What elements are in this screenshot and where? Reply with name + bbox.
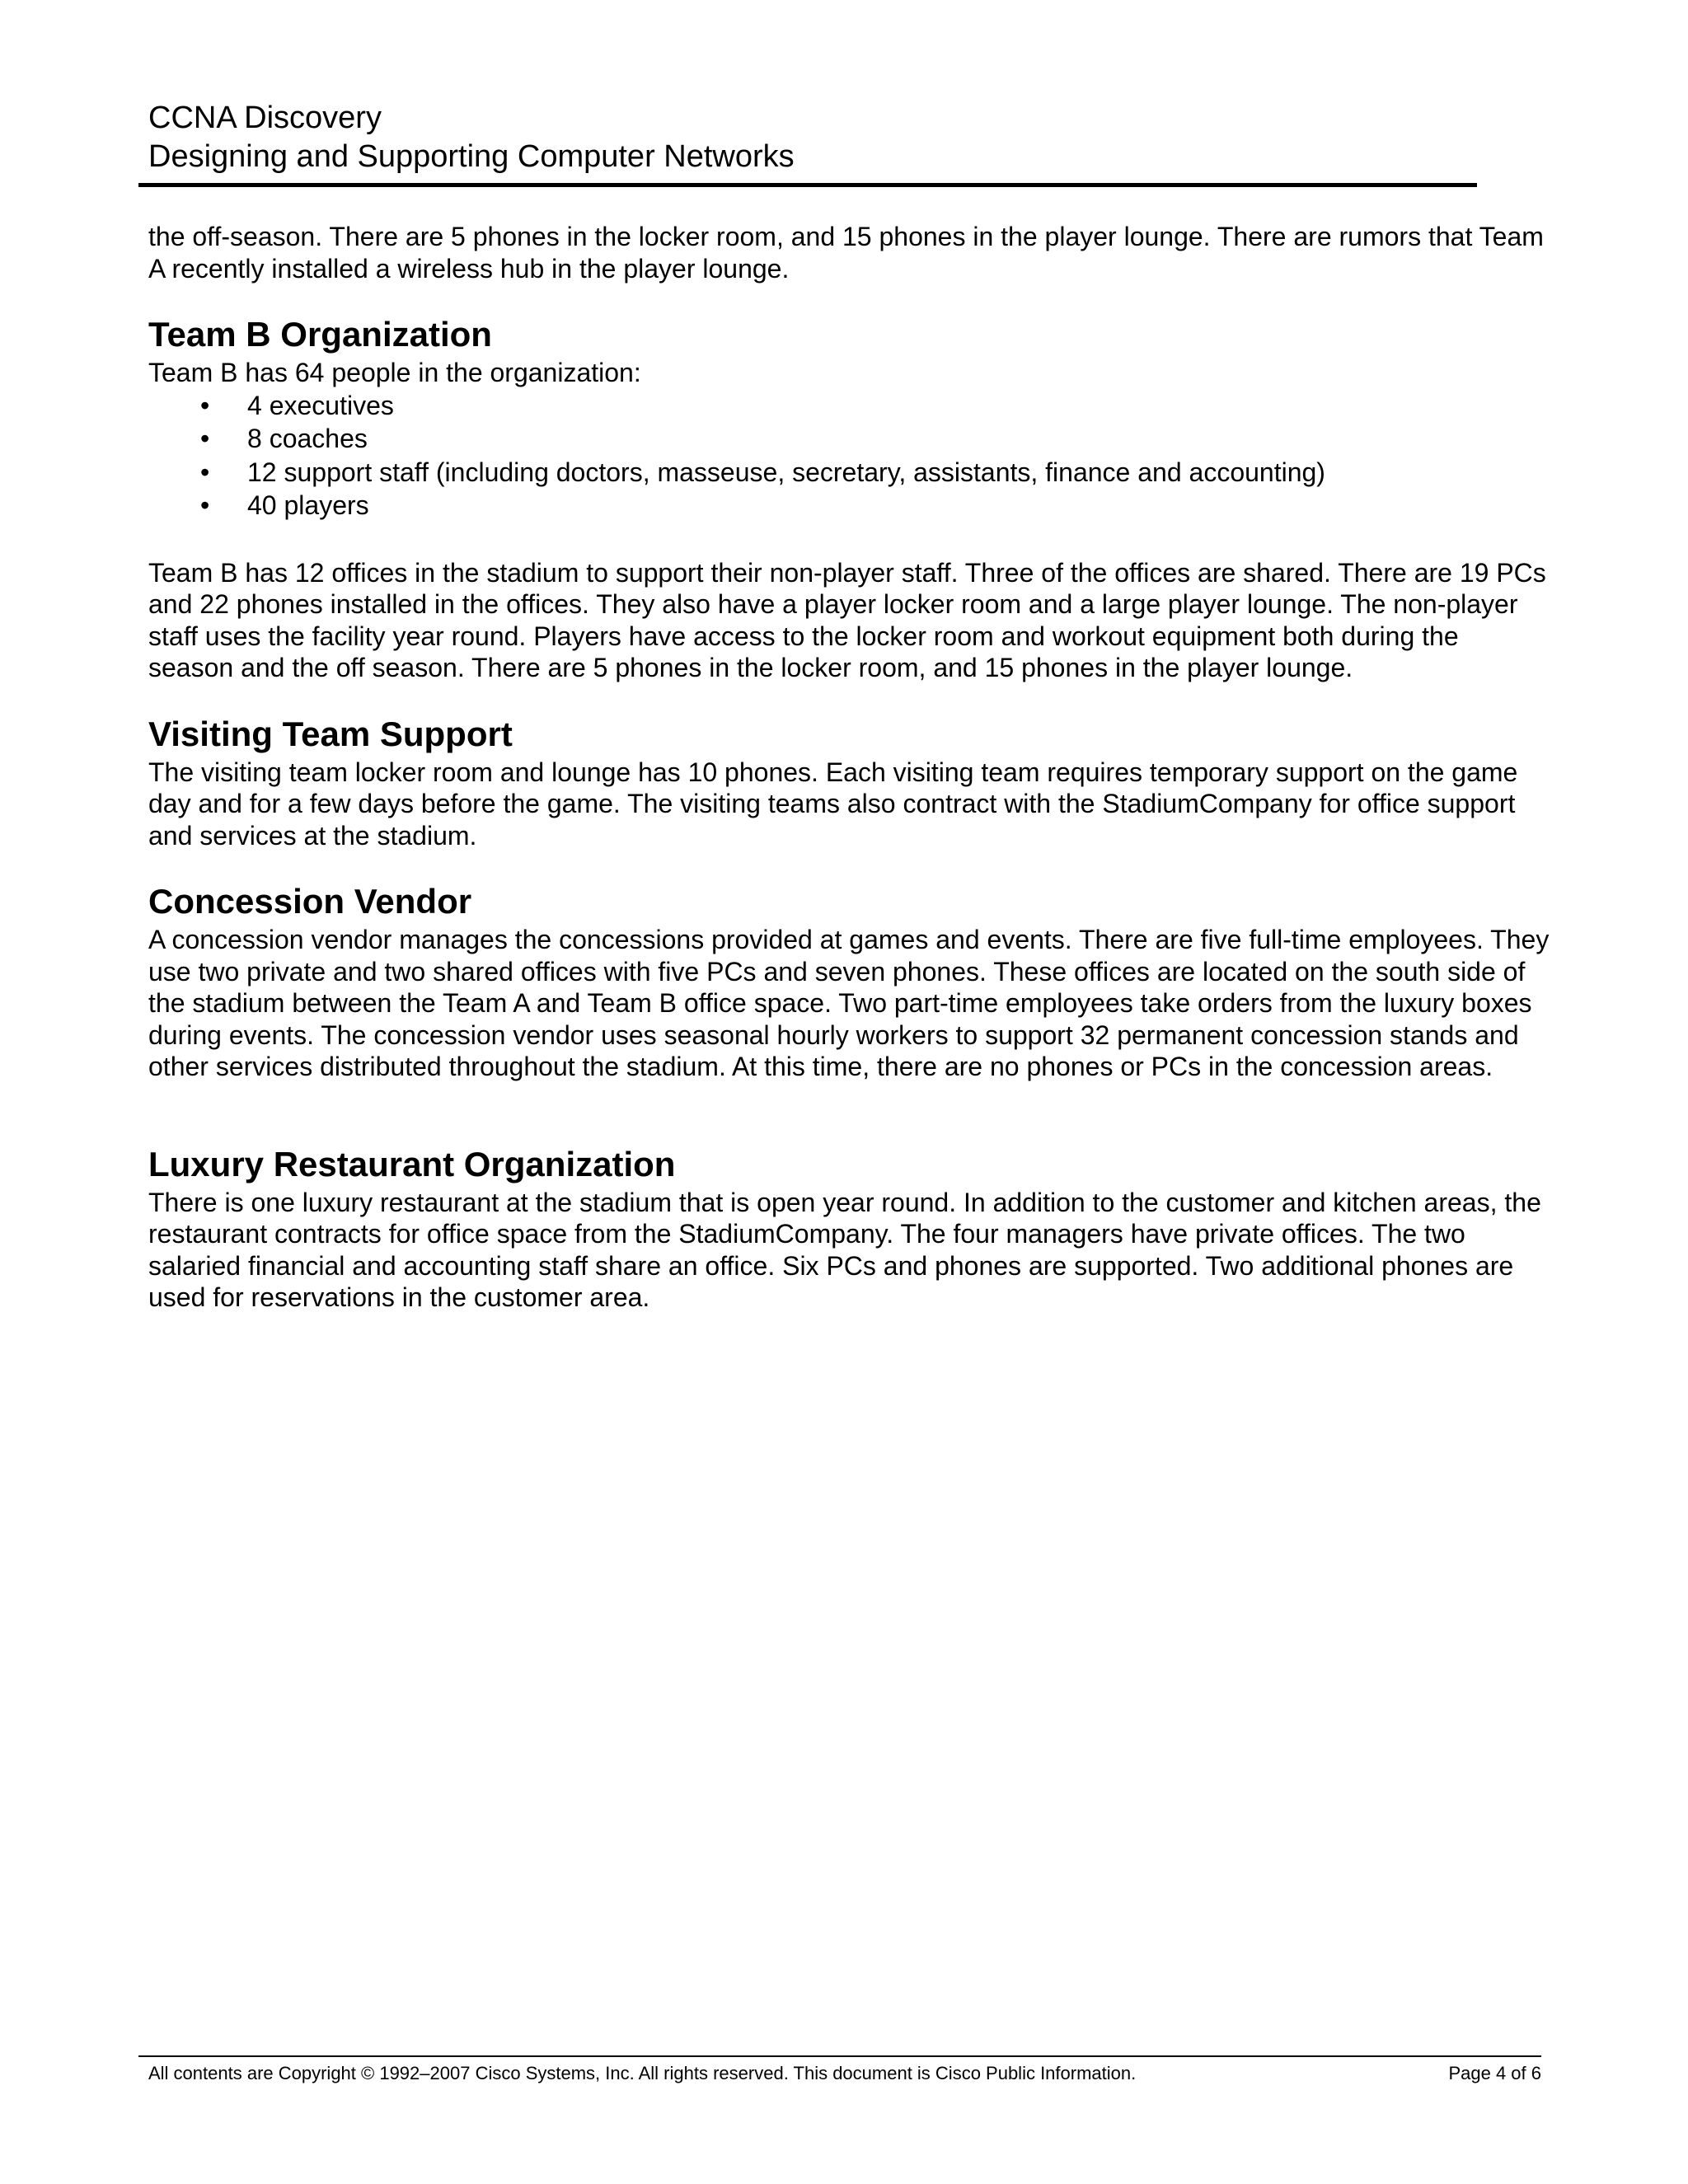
team-b-offices-paragraph: Team B has 12 offices in the stadium to support their non-player staff. Three of the offices are shared. There are 19 PCs and 22 phones installed in the offices. They also have a player locker room and a large player lounge. The non-player staff uses the facility year round. Players have access to the locker room and workout equipment both during the season and the off season. There are 5 phones in the locker room, and 15 phones in the player lounge.	[148, 557, 1546, 682]
bullet-icon: •	[200, 390, 210, 420]
team-b-intro: Team B has 64 people in the organization:	[148, 358, 641, 387]
team-b-heading: Team B Organization	[148, 315, 492, 354]
concession-vendor-section	[148, 881, 1550, 1083]
page-header	[148, 99, 1477, 176]
list-item-text: 4 executives	[247, 390, 394, 420]
team-b-section	[148, 314, 1550, 684]
list-item-text: 12 support staff (including doctors, masseuse, secretary, assistants, finance and accounting)	[247, 457, 1325, 487]
footer-divider	[138, 2055, 1541, 2057]
bullet-icon: •	[200, 457, 210, 487]
luxury-restaurant-section	[148, 1144, 1550, 1314]
course-subtitle: Designing and Supporting Computer Networks	[148, 139, 795, 174]
header-divider	[138, 183, 1477, 187]
luxury-restaurant-heading: Luxury Restaurant Organization	[148, 1144, 676, 1183]
document-body	[148, 221, 1550, 1314]
list-item	[148, 489, 1550, 523]
list-item	[148, 389, 1550, 423]
visiting-team-heading: Visiting Team Support	[148, 714, 513, 753]
luxury-restaurant-paragraph: There is one luxury restaurant at the stadium that is open year round. In addition to the customer and kitchen areas, the restaurant contracts for office space from the StadiumCompany. The four managers have private offices. The two salaried financial and accounting staff share an office. Six PCs and phones are supported. Two additional phones are used for reservations in the customer area.	[148, 1187, 1541, 1312]
list-item-text: 8 coaches	[247, 424, 368, 453]
visiting-team-section	[148, 714, 1550, 852]
course-title: CCNA Discovery	[148, 101, 382, 135]
concession-vendor-heading: Concession Vendor	[148, 882, 472, 921]
visiting-team-paragraph: The visiting team locker room and lounge has 10 phones. Each visiting team requires temporary support on the game day and for a few days before the game. The visiting teams also contract with the StadiumCompany for office support and services at the stadium.	[148, 757, 1518, 851]
copyright-notice: All contents are Copyright © 1992–2007 Cisco Systems, Inc. All rights reserved. This document is Cisco Public Information.	[148, 2063, 1137, 2083]
continuation-paragraph: the off-season. There are 5 phones in the locker room, and 15 phones in the player lounge. There are rumors that Team A recently installed a wireless hub in the player lounge.	[148, 222, 1544, 284]
list-item-text: 40 players	[247, 490, 369, 520]
page-number: Page 4 of 6	[1448, 2063, 1541, 2083]
bullet-icon: •	[200, 424, 210, 453]
concession-vendor-paragraph: A concession vendor manages the concessions provided at games and events. There are five full-time employees. They use two private and two shared offices with five PCs and seven phones. These offices are located on the south side of the stadium between the Team A and Team B office space. Two part-time employees take orders from the luxury boxes during events. The concession vendor uses seasonal hourly workers to support 32 permanent concession stands and other services distributed throughout the stadium. At this time, there are no phones or PCs in the concession areas.	[148, 925, 1550, 1081]
bullet-icon: •	[200, 490, 210, 520]
list-item	[148, 422, 1550, 456]
team-b-staff-list	[148, 389, 1550, 523]
list-item	[148, 456, 1550, 490]
